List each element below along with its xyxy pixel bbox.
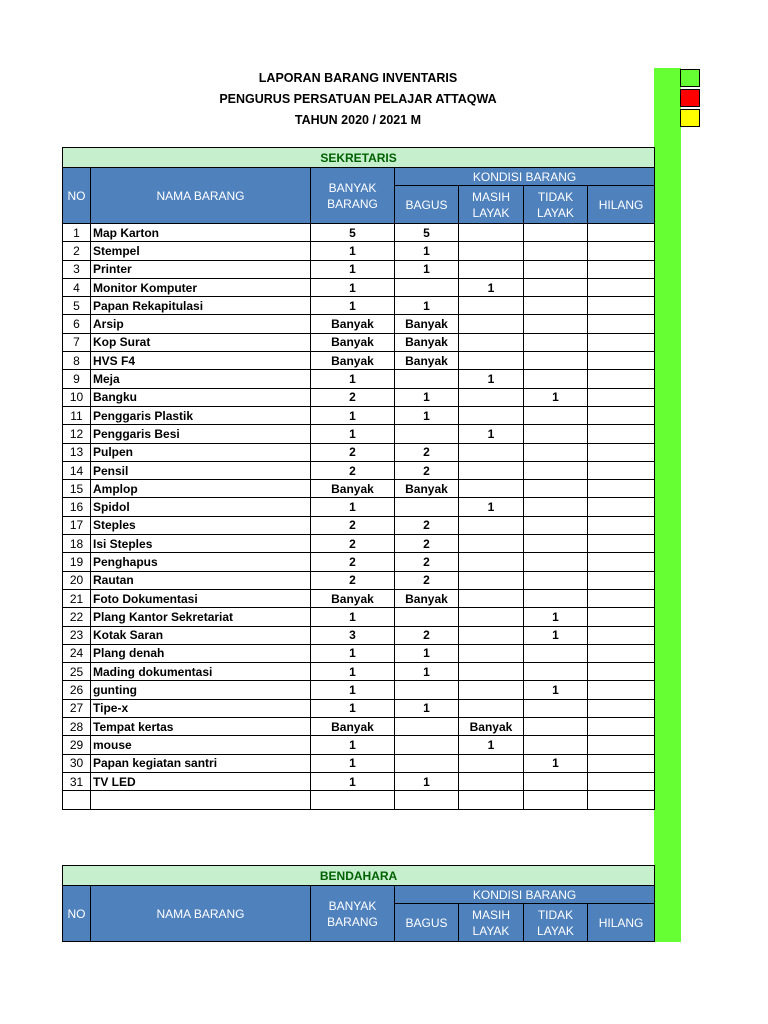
header-no: NO (63, 168, 91, 224)
item-name: Monitor Komputer (91, 278, 311, 296)
item-masih-layak (459, 681, 524, 699)
item-quantity: 1 (311, 406, 395, 424)
item-hilang (588, 498, 655, 516)
item-number: 10 (63, 388, 91, 406)
item-quantity: 1 (311, 663, 395, 681)
item-hilang (588, 681, 655, 699)
item-number: 28 (63, 718, 91, 736)
item-name: Stempel (91, 242, 311, 260)
item-quantity: Banyak (311, 480, 395, 498)
item-tidak-layak (524, 535, 588, 553)
item-tidak-layak (524, 278, 588, 296)
item-name (91, 791, 311, 809)
item-name: Printer (91, 260, 311, 278)
item-quantity: 1 (311, 278, 395, 296)
item-bagus (395, 736, 459, 754)
item-quantity: 1 (311, 736, 395, 754)
item-bagus: Banyak (395, 315, 459, 333)
table-row (63, 333, 655, 351)
item-masih-layak (459, 663, 524, 681)
item-quantity: 2 (311, 388, 395, 406)
item-quantity: 1 (311, 260, 395, 278)
item-quantity: 2 (311, 553, 395, 571)
table-row (63, 608, 655, 626)
item-bagus: 2 (395, 535, 459, 553)
item-tidak-layak (524, 772, 588, 790)
item-number: 17 (63, 516, 91, 534)
item-bagus: 2 (395, 461, 459, 479)
item-tidak-layak (524, 480, 588, 498)
item-quantity: 1 (311, 498, 395, 516)
header-hilang: HILANG (588, 186, 655, 224)
item-tidak-layak (524, 571, 588, 589)
item-tidak-layak (524, 260, 588, 278)
table-row (63, 754, 655, 772)
table-row (63, 699, 655, 717)
item-tidak-layak (524, 498, 588, 516)
item-bagus (395, 754, 459, 772)
table-row (63, 626, 655, 644)
item-masih-layak (459, 242, 524, 260)
item-hilang (588, 425, 655, 443)
table-row (63, 791, 655, 809)
item-quantity: 1 (311, 425, 395, 443)
item-tidak-layak: 1 (524, 754, 588, 772)
item-quantity: 5 (311, 224, 395, 242)
item-name: Map Karton (91, 224, 311, 242)
legend-yellow-swatch (680, 109, 700, 127)
bendahara-table (62, 865, 655, 942)
item-name: Papan kegiatan santri (91, 754, 311, 772)
item-bagus (395, 718, 459, 736)
item-hilang (588, 370, 655, 388)
item-tidak-layak (524, 406, 588, 424)
item-hilang (588, 333, 655, 351)
item-name: Spidol (91, 498, 311, 516)
table-row (63, 516, 655, 534)
item-bagus: 1 (395, 242, 459, 260)
item-number: 24 (63, 644, 91, 662)
item-tidak-layak: 1 (524, 681, 588, 699)
table-row (63, 297, 655, 315)
item-number: 19 (63, 553, 91, 571)
item-number: 3 (63, 260, 91, 278)
item-hilang (588, 242, 655, 260)
table-row (63, 772, 655, 790)
item-quantity: 1 (311, 699, 395, 717)
item-quantity: 1 (311, 370, 395, 388)
item-bagus: Banyak (395, 480, 459, 498)
item-number: 20 (63, 571, 91, 589)
item-tidak-layak (524, 297, 588, 315)
legend-green-swatch (680, 69, 700, 87)
table-row (63, 370, 655, 388)
table-row (63, 242, 655, 260)
item-bagus: 1 (395, 663, 459, 681)
item-masih-layak (459, 571, 524, 589)
item-quantity: Banyak (311, 352, 395, 370)
item-masih-layak (459, 553, 524, 571)
item-number: 26 (63, 681, 91, 699)
item-name: Papan Rekapitulasi (91, 297, 311, 315)
item-tidak-layak (524, 663, 588, 681)
item-tidak-layak (524, 699, 588, 717)
item-hilang (588, 736, 655, 754)
table-row (63, 681, 655, 699)
item-tidak-layak: 1 (524, 626, 588, 644)
table-row (63, 461, 655, 479)
item-bagus (395, 498, 459, 516)
item-tidak-layak (524, 425, 588, 443)
item-hilang (588, 352, 655, 370)
item-name: TV LED (91, 772, 311, 790)
table-row (63, 663, 655, 681)
item-tidak-layak (524, 516, 588, 534)
item-quantity (311, 791, 395, 809)
item-number: 25 (63, 663, 91, 681)
item-name: Pensil (91, 461, 311, 479)
item-masih-layak (459, 754, 524, 772)
item-number: 22 (63, 608, 91, 626)
item-bagus (395, 681, 459, 699)
item-name: Tipe-x (91, 699, 311, 717)
header-banyak-barang: BANYAK BARANG (311, 168, 395, 224)
item-quantity: Banyak (311, 315, 395, 333)
item-name: Penggaris Plastik (91, 406, 311, 424)
item-number: 11 (63, 406, 91, 424)
item-masih-layak (459, 461, 524, 479)
item-number: 31 (63, 772, 91, 790)
item-hilang (588, 772, 655, 790)
item-masih-layak: 1 (459, 736, 524, 754)
item-hilang (588, 461, 655, 479)
header-kondisi-barang: KONDISI BARANG (395, 168, 655, 186)
item-quantity: 1 (311, 772, 395, 790)
item-tidak-layak (524, 644, 588, 662)
item-quantity: 1 (311, 297, 395, 315)
table-row (63, 278, 655, 296)
item-name: Arsip (91, 315, 311, 333)
item-hilang (588, 791, 655, 809)
table-row (63, 443, 655, 461)
item-hilang (588, 443, 655, 461)
item-number: 30 (63, 754, 91, 772)
item-name: Amplop (91, 480, 311, 498)
item-hilang (588, 553, 655, 571)
header-masih-layak: MASIH LAYAK (459, 186, 524, 224)
item-number: 29 (63, 736, 91, 754)
item-hilang (588, 626, 655, 644)
item-masih-layak (459, 333, 524, 351)
item-bagus: 2 (395, 553, 459, 571)
item-quantity: 2 (311, 461, 395, 479)
item-hilang (588, 718, 655, 736)
item-hilang (588, 608, 655, 626)
table-row (63, 498, 655, 516)
item-masih-layak (459, 772, 524, 790)
header-nama-barang: NAMA BARANG (91, 886, 311, 942)
item-hilang (588, 571, 655, 589)
item-masih-layak (459, 297, 524, 315)
item-bagus: 1 (395, 260, 459, 278)
item-bagus: Banyak (395, 352, 459, 370)
table-row (63, 644, 655, 662)
item-tidak-layak (524, 461, 588, 479)
item-tidak-layak: 1 (524, 608, 588, 626)
item-number: 18 (63, 535, 91, 553)
item-tidak-layak (524, 736, 588, 754)
item-hilang (588, 406, 655, 424)
item-masih-layak (459, 443, 524, 461)
item-number: 16 (63, 498, 91, 516)
item-hilang (588, 644, 655, 662)
item-tidak-layak: 1 (524, 388, 588, 406)
item-number (63, 791, 91, 809)
item-bagus (395, 425, 459, 443)
table-row (63, 224, 655, 242)
legend-red-swatch (680, 89, 700, 107)
item-bagus: 1 (395, 297, 459, 315)
item-name: Kotak Saran (91, 626, 311, 644)
item-masih-layak: 1 (459, 370, 524, 388)
green-side-bar (654, 68, 681, 942)
item-masih-layak: Banyak (459, 718, 524, 736)
item-number: 4 (63, 278, 91, 296)
item-masih-layak (459, 699, 524, 717)
item-bagus: 2 (395, 516, 459, 534)
item-number: 15 (63, 480, 91, 498)
item-hilang (588, 278, 655, 296)
item-bagus: 1 (395, 644, 459, 662)
header-tidak-layak: TIDAK LAYAK (524, 904, 588, 942)
item-number: 2 (63, 242, 91, 260)
item-hilang (588, 589, 655, 607)
table-row (63, 406, 655, 424)
item-name: gunting (91, 681, 311, 699)
item-number: 5 (63, 297, 91, 315)
item-bagus (395, 278, 459, 296)
item-name: mouse (91, 736, 311, 754)
item-quantity: 2 (311, 443, 395, 461)
header-bagus: BAGUS (395, 186, 459, 224)
item-number: 9 (63, 370, 91, 388)
section-title-bendahara: BENDAHARA (63, 866, 655, 886)
item-masih-layak: 1 (459, 498, 524, 516)
item-number: 14 (63, 461, 91, 479)
item-tidak-layak (524, 718, 588, 736)
item-number: 7 (63, 333, 91, 351)
item-name: Plang denah (91, 644, 311, 662)
item-tidak-layak (524, 333, 588, 351)
item-name: Penghapus (91, 553, 311, 571)
report-title: LAPORAN BARANG INVENTARIS (258, 71, 458, 85)
item-bagus: 2 (395, 571, 459, 589)
header-nama-barang: NAMA BARANG (91, 168, 311, 224)
item-number: 27 (63, 699, 91, 717)
item-hilang (588, 754, 655, 772)
table-row (63, 480, 655, 498)
item-masih-layak (459, 589, 524, 607)
item-masih-layak (459, 626, 524, 644)
item-number: 23 (63, 626, 91, 644)
table-row (63, 589, 655, 607)
item-quantity: Banyak (311, 333, 395, 351)
table-row (63, 535, 655, 553)
item-quantity: 2 (311, 571, 395, 589)
item-bagus: 5 (395, 224, 459, 242)
header-tidak-layak: TIDAK LAYAK (524, 186, 588, 224)
item-quantity: Banyak (311, 718, 395, 736)
item-tidak-layak (524, 791, 588, 809)
item-masih-layak (459, 388, 524, 406)
table-row (63, 736, 655, 754)
item-quantity: 1 (311, 644, 395, 662)
item-masih-layak (459, 315, 524, 333)
item-name: Foto Dokumentasi (91, 589, 311, 607)
item-bagus: 1 (395, 699, 459, 717)
table-row (63, 571, 655, 589)
report-title-block (62, 68, 654, 131)
header-banyak-barang: BANYAK BARANG (311, 886, 395, 942)
item-masih-layak (459, 406, 524, 424)
table-row (63, 352, 655, 370)
item-name: Pulpen (91, 443, 311, 461)
item-masih-layak (459, 535, 524, 553)
item-bagus: Banyak (395, 589, 459, 607)
item-hilang (588, 388, 655, 406)
table-row (63, 315, 655, 333)
header-bagus: BAGUS (395, 904, 459, 942)
sekretaris-table (62, 147, 655, 810)
item-tidak-layak (524, 589, 588, 607)
item-name: Bangku (91, 388, 311, 406)
item-bagus: 1 (395, 406, 459, 424)
item-name: Penggaris Besi (91, 425, 311, 443)
item-masih-layak (459, 644, 524, 662)
item-masih-layak (459, 260, 524, 278)
table-row (63, 388, 655, 406)
item-quantity: 3 (311, 626, 395, 644)
item-hilang (588, 663, 655, 681)
item-hilang (588, 535, 655, 553)
item-name: HVS F4 (91, 352, 311, 370)
item-tidak-layak (524, 224, 588, 242)
item-quantity: Banyak (311, 589, 395, 607)
item-number: 13 (63, 443, 91, 461)
header-masih-layak: MASIH LAYAK (459, 904, 524, 942)
item-tidak-layak (524, 242, 588, 260)
item-masih-layak: 1 (459, 278, 524, 296)
item-number: 6 (63, 315, 91, 333)
header-hilang: HILANG (588, 904, 655, 942)
item-masih-layak (459, 516, 524, 534)
table-row (63, 553, 655, 571)
item-tidak-layak (524, 315, 588, 333)
item-quantity: 2 (311, 516, 395, 534)
item-bagus (395, 791, 459, 809)
header-no: NO (63, 886, 91, 942)
item-name: Plang Kantor Sekretariat (91, 608, 311, 626)
item-name: Isi Steples (91, 535, 311, 553)
report-year: TAHUN 2020 / 2021 M (294, 113, 422, 127)
item-tidak-layak (524, 553, 588, 571)
table-row (63, 718, 655, 736)
item-name: Mading dokumentasi (91, 663, 311, 681)
item-bagus (395, 608, 459, 626)
item-masih-layak (459, 352, 524, 370)
item-number: 21 (63, 589, 91, 607)
item-bagus: 1 (395, 388, 459, 406)
item-quantity: 1 (311, 754, 395, 772)
item-quantity: 2 (311, 535, 395, 553)
item-quantity: 1 (311, 681, 395, 699)
report-subtitle: PENGURUS PERSATUAN PELAJAR ATTAQWA (219, 92, 497, 106)
item-bagus (395, 370, 459, 388)
item-number: 12 (63, 425, 91, 443)
item-masih-layak (459, 480, 524, 498)
item-number: 1 (63, 224, 91, 242)
item-bagus: 2 (395, 443, 459, 461)
item-tidak-layak (524, 443, 588, 461)
table-row (63, 425, 655, 443)
section-title-sekretaris: SEKRETARIS (63, 148, 655, 168)
item-name: Kop Surat (91, 333, 311, 351)
item-bagus: Banyak (395, 333, 459, 351)
item-tidak-layak (524, 352, 588, 370)
table-row (63, 260, 655, 278)
item-name: Steples (91, 516, 311, 534)
item-bagus: 1 (395, 772, 459, 790)
item-hilang (588, 480, 655, 498)
item-hilang (588, 224, 655, 242)
item-masih-layak (459, 224, 524, 242)
item-number: 8 (63, 352, 91, 370)
item-name: Rautan (91, 571, 311, 589)
item-quantity: 1 (311, 608, 395, 626)
item-tidak-layak (524, 370, 588, 388)
item-name: Tempat kertas (91, 718, 311, 736)
item-hilang (588, 297, 655, 315)
header-kondisi-barang: KONDISI BARANG (395, 886, 655, 904)
item-masih-layak: 1 (459, 425, 524, 443)
item-hilang (588, 699, 655, 717)
item-hilang (588, 260, 655, 278)
item-quantity: 1 (311, 242, 395, 260)
item-name: Meja (91, 370, 311, 388)
item-bagus: 2 (395, 626, 459, 644)
item-masih-layak (459, 608, 524, 626)
item-hilang (588, 315, 655, 333)
item-masih-layak (459, 791, 524, 809)
item-hilang (588, 516, 655, 534)
